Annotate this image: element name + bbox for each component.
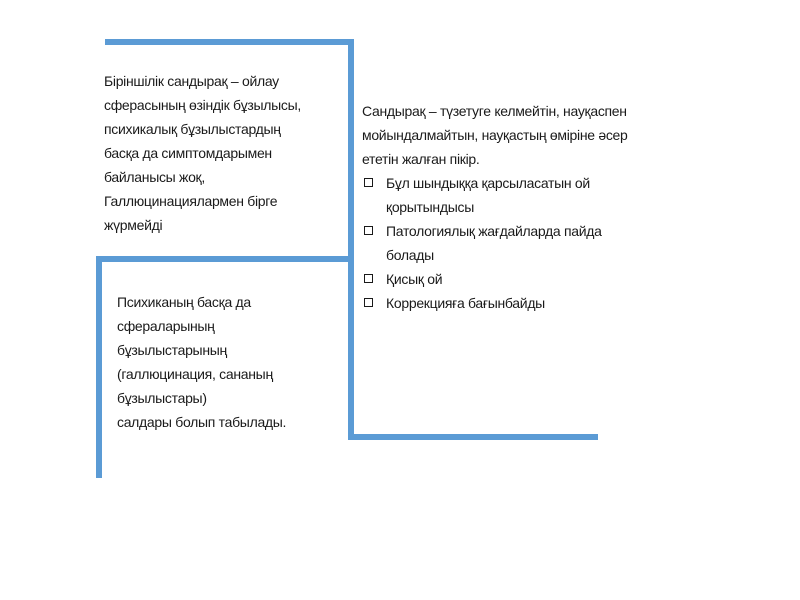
- text-line: бұзылыстары): [117, 390, 207, 406]
- text-line: психикалық бұзылыстардың: [104, 121, 281, 137]
- text-line: жүрмейді: [104, 217, 163, 233]
- text-line: салдары болып табылады.: [117, 414, 287, 430]
- secondary-delusion-text: [117, 290, 337, 434]
- text-line: ететін жалған пікір.: [362, 151, 480, 167]
- text-line: басқа да симптомдарымен: [104, 145, 272, 161]
- text-line: бұзылыстарының: [117, 342, 227, 358]
- bottom-right-horizontal-connector: [348, 434, 598, 440]
- text-line: Патологиялық жағдайларда пайда: [386, 223, 602, 239]
- left-vertical-connector: [96, 256, 102, 478]
- text-line: сферасының өзіндік бұзылысы,: [104, 97, 301, 113]
- text-line: Сандырақ – түзетуге келмейтін, науқаспен: [362, 103, 627, 119]
- characteristics-list: [362, 171, 662, 315]
- middle-left-horizontal-connector: [96, 256, 354, 262]
- text-line: Біріншілік сандырақ – ойлау: [104, 73, 279, 89]
- list-item: [362, 171, 662, 219]
- text-line: Коррекцияға бағынбайды: [386, 295, 545, 311]
- text-line: Қисық ой: [386, 271, 443, 287]
- list-item: [362, 291, 662, 315]
- hollow-square-bullet-icon: [364, 178, 373, 187]
- text-line: байланысы жоқ,: [104, 169, 205, 185]
- list-item: [362, 219, 662, 267]
- delusion-definition-block: [362, 99, 662, 315]
- text-line: Психиканың басқа да: [117, 294, 251, 310]
- hollow-square-bullet-icon: [364, 298, 373, 307]
- text-line: болады: [386, 247, 434, 263]
- center-vertical-connector: [348, 39, 354, 440]
- hollow-square-bullet-icon: [364, 226, 373, 235]
- text-line: мойындалмайтын, науқастың өміріне әсер: [362, 127, 628, 143]
- text-line: (галлюцинация, сананың: [117, 366, 273, 382]
- text-line: сфераларының: [117, 318, 215, 334]
- hollow-square-bullet-icon: [364, 274, 373, 283]
- primary-delusion-text: [104, 69, 334, 237]
- text-line: Галлюцинациялармен бірге: [104, 193, 278, 209]
- top-horizontal-connector: [105, 39, 353, 45]
- list-item: [362, 267, 662, 291]
- definition-text: [362, 99, 662, 171]
- text-line: Бұл шындыққа қарсыласатын ой: [386, 175, 590, 191]
- text-line: қорытындысы: [386, 199, 474, 215]
